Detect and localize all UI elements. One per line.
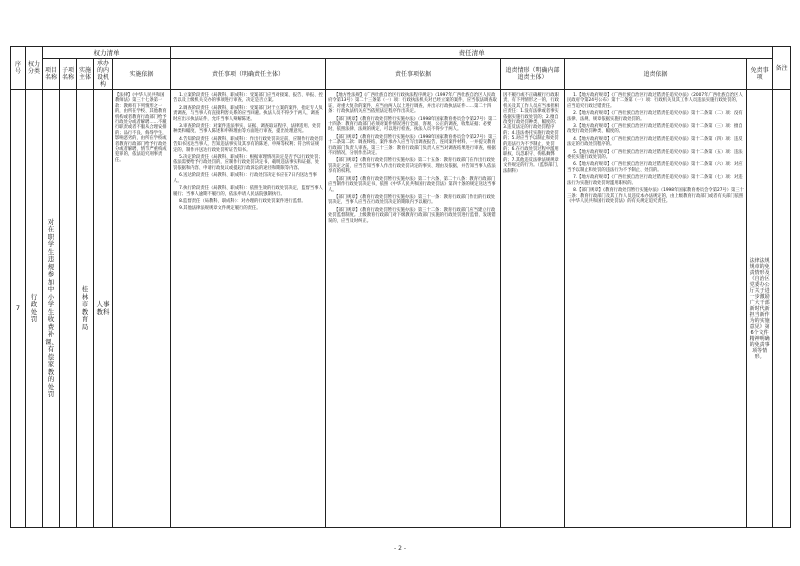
accountability-basis-2: 2.【地方政府规章】《广西壮族自治区行政过错责任追究办法》第十二条第（二）项：没有法律、法规、规章依据实施行政处罚的。: [567, 111, 743, 122]
row-remarks: [773, 90, 791, 528]
header-power-category: 权力分类: [26, 47, 43, 90]
duty-basis-3: 【部门规章】《教育行政处罚暂行实施办法》（1998年国家教育委员会令第27号）第三十二条第二款：调查终结，案件承办人应当写出调查报告，连同案件材料，一并提交教育行政部门负责人审查。第三十三条：教育行政部门负责人应当对调查结果进行审查，根据不同情况，分别作出决定。: [328, 134, 497, 157]
row-legal-basis: 【法律】《中华人民共和国教师法》第三十七条第一款：教师有下列情形之一的，由所在学校、其他教育机构或者教育行政部门给予行政处分或者解聘……不履行职责或者不服从合理安排的；品行不良、侮辱学生，影响恶劣的，由所在学校或者教育行政部门给予行政处分或者解聘，情节严重构成犯罪的，依法追究刑事责任。: [113, 90, 171, 528]
accountability-basis-1: 1.【地方政府规章】《广西壮族自治区行政过错责任追究办法》（2007年广西壮族自治区人民政府令第24号公布）第十二条第（一）项：行政机关及其工作人员违法实施行政处罚的，应当追究行政过错责任。: [567, 93, 743, 109]
header-duty-basis: 责任事项依据: [326, 59, 501, 90]
duty-item-4: 4.告知阶段责任（局教科、职成科）：作出行政处罚决定前，应制作行政处罚告知书送达当事人，告知违法事实及其享有的陈述、申辩等权利；符合听证规定的，制作并送达行政处罚听证告知书。: [173, 136, 323, 153]
accountability-basis-5: 5.【地方政府规章】《广西壮族自治区行政过错责任追究办法》第十二条第（五）项：违法委托实施行政处罚的。: [567, 149, 743, 161]
row-duty-items: [171, 90, 326, 528]
accountability-basis-7: 7.【地方政府规章】《广西壮族自治区行政过错责任追究办法》第十二条第（七）项：对违法行为实施行政处罚时滥用职权的。: [567, 175, 743, 186]
duty-item-5: 5.决定阶段责任（局教科、职成科）：根据审理情况决定是否予以行政处罚；依法需要给予行政处罚的，应制作行政处罚决定书，载明违法事实和证据、处罚依据和内容、申请行政复议或提起行政诉讼的途径和期限等内容。: [173, 155, 323, 171]
header-power-list: 权力清单: [43, 47, 171, 59]
row-implementer: 桂林市教育局: [77, 90, 94, 528]
row-seq: 7: [11, 90, 26, 528]
row-duty-basis: [326, 90, 501, 528]
duty-basis-6: 【部门规章】《教育行政处罚暂行实施办法》第三十一条：教育行政部门作出的行政处罚决定，当事人应当在行政处罚决定的期限内予以履行。: [328, 194, 496, 206]
duty-basis-7: 【部门规章】《教育行政处罚暂行实施办法》第三十二条：教育行政部门应当建立行政处罚监督制度。上级教育行政部门对下级教育行政部门实施的行政处罚进行监督，发现错误的，应当及时纠正。: [328, 207, 496, 224]
page-number: - 2 -: [394, 545, 406, 552]
row-accountability-cases: 因不履行或不正确履行行政职责，有下列情形之一的，行政机关及其工作人员应当承担相应责任：1.没有法律或者事实依据实施行政处罚的；2.擅自改变行政处罚种类、幅度的；3.违反法定的行政处罚程序的；4.违法委托实施行政处罚的；5.对应当予以制止和处罚的违法行为不予制止、处罚的；6.在行政处罚过程中滥用职权、玩忽职守、徇私舞弊的；7.其他违反法律法规规章文件规定的行为。（监察部门、法制科）: [501, 90, 565, 528]
header-remarks: 备注: [773, 47, 791, 90]
power-duty-table: [10, 46, 791, 528]
duty-basis-4: 【部门规章】《教育行政处罚暂行实施办法》第二十五条：教育行政部门在作出行政处罚决定之前，应当告知当事人作出行政处罚决定的事实、理由及依据，并告知当事人依法享有的权利。: [328, 158, 496, 175]
row-accountability-basis: [565, 90, 747, 528]
header-exemption: 免责事项: [747, 59, 773, 90]
header-implementer: 实施主体: [77, 59, 94, 90]
duty-item-9: 9.其他法律法规规章文件规定履行的责任。: [179, 206, 261, 212]
row-item-name: 对在职学生违规参加中小学生收费补课、有偿家教的处罚: [43, 90, 60, 528]
header-legal-basis: 实施依据: [113, 59, 171, 90]
duty-item-6: 6.送达阶段责任（局教科、职成科）：行政处罚决定书应在7日内送达当事人。: [173, 173, 317, 184]
accountability-basis-4: 4.【地方政府规章】《广西壮族自治区行政过错责任追究办法》第十二条第（四）项：违反法定的行政处罚程序的。: [567, 136, 743, 148]
duty-basis-5: 【部门规章】《教育行政处罚暂行实施办法》第二十六条、第二十八条：教育行政部门应当制作行政处罚决定书，依照《中华人民共和国行政处罚法》第四十条的规定送达当事人。: [328, 176, 496, 193]
duty-item-8: 8.监督责任（局教科、职成科）：对办理的行政处罚案件进行监督。: [179, 198, 306, 204]
accountability-basis-6: 6.【地方政府规章】《广西壮族自治区行政过错责任追究办法》第十二条第（六）项：对应当予以制止和处罚的违法行为不予制止、处罚的。: [567, 162, 743, 173]
header-item-name: 项目名称: [43, 59, 60, 90]
header-accountability-cases: 追责情形（明确内部追责主体）: [501, 59, 565, 90]
duty-item-3: 3.审查阶段责任：对案件违法事实、证据、调查取证程序、法律适用、处罚种类和幅度、当事人陈述和申辩理由等方面进行审查，提出处理意见。: [173, 124, 321, 135]
row-category: 行政处罚: [26, 90, 43, 528]
duty-basis-1: 【地方性法规】《广西壮族自治区行政执法程序规定》（1997年广西壮族自治区人民政府令第13号）第二十三条第（一）项：行政执法机关对已经立案的案件，应当依法调查取证，对重大复杂的案件，应当由两人以上进行调查，并出示行政执法证件……第二十四条：行政执法机关应当依照法定程序作出决定。: [328, 93, 497, 115]
header-duty-items: 责任事项（明确责任主体）: [171, 59, 326, 90]
header-sub-item-name: 子项名称: [60, 59, 77, 90]
row-internal-office: 人事教科: [94, 90, 113, 528]
duty-item-2: 2.调查阶段责任（局教科、职成科）：受案部门对于立案的案件，指定专人负责调查，与当事人有直接利害关系的应当回避。执法人员不得少于两人，调查时应出示执法证件，允许当事人辩解陈述。: [173, 105, 323, 122]
header-duty-list: 责任清单: [171, 47, 773, 59]
duty-item-7: 7.执行阶段责任（局教科、职成科）：依照生效的行政处罚决定，监督当事人履行；当事人逾期不履行的，依法申请人民法院强制执行。: [173, 186, 323, 197]
duty-item-1: 1.立案阶段责任（局教科、职成科）：受案部门应当对接案、报告、举报、控告以及上级机关交办的事项进行审查，决定是否立案。: [173, 93, 323, 104]
row-exemption: 法律法规规章的免责情形及《自治区党委办公厅关于进一步激励广大干部新时代新担当新作为的实施意见》第6个文件精神明确的免责事项等情形。: [747, 90, 773, 528]
row-sub-item-name: [60, 90, 77, 528]
accountability-basis-8: 8.【部门规章】《教育行政处罚暂行实施办法》（1998年国家教育委员会令第27号）第三十三条：教育行政部门及其工作人员违反本办法规定的，由上级教育行政部门或者有关部门依照《中华人民共和国行政处罚法》的有关规定追究责任。: [567, 188, 744, 204]
header-internal-office: 承办的内设机构: [94, 59, 113, 90]
duty-basis-2: 【部门规章】《教育行政处罚暂行实施办法》（1998年国家教育委员会令第27号）第二十四条：教育行政部门必须对案件情况进行全面、客观、公正的调查，收集证据；必要时，依照法律、法规的规定，可以进行检查。执法人员不得少于两人。: [328, 116, 497, 133]
header-accountability-basis: 追责依据: [565, 59, 747, 90]
accountability-basis-3: 3.【地方政府规章】《广西壮族自治区行政过错责任追究办法》第十二条第（三）项：擅自改变行政处罚种类、幅度的。: [567, 124, 743, 135]
header-seq: 序号: [11, 47, 26, 90]
